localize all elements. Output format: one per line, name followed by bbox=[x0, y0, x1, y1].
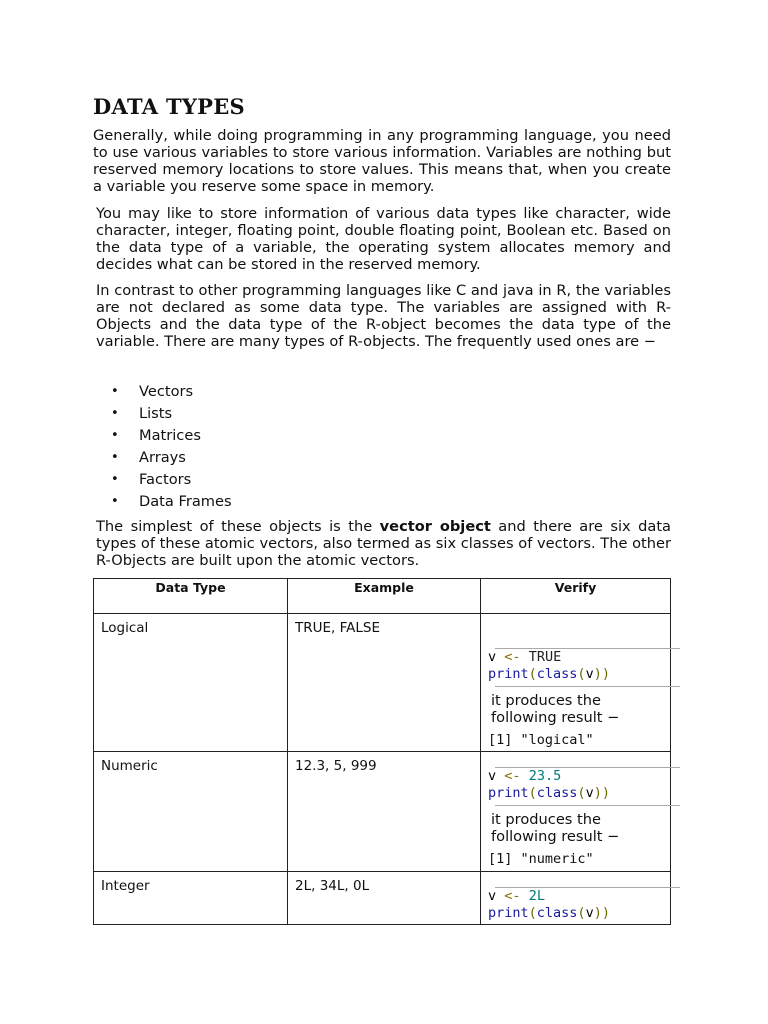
table-row bbox=[94, 614, 671, 752]
list-item: • Factors bbox=[111, 471, 232, 493]
header-example: Example bbox=[288, 579, 481, 614]
table-header-row bbox=[94, 579, 671, 614]
vector-paragraph bbox=[96, 518, 671, 569]
result-label: it produces the following result − bbox=[491, 811, 620, 845]
code-op: <- bbox=[504, 888, 521, 904]
cell-data-type: Numeric bbox=[94, 752, 288, 872]
header-verify: Verify bbox=[481, 579, 671, 614]
code-var: v bbox=[488, 649, 497, 665]
result-label: it produces the following result − bbox=[491, 692, 620, 726]
code-value: 2L bbox=[528, 888, 545, 904]
result-output: [1] "logical" bbox=[488, 732, 594, 748]
code-value: TRUE bbox=[528, 649, 562, 665]
cell-verify bbox=[481, 872, 671, 925]
code-var: v bbox=[488, 768, 497, 784]
code-var: v bbox=[585, 666, 594, 682]
cell-example: 2L, 34L, 0L bbox=[288, 872, 481, 925]
vector-object-term: vector object bbox=[379, 518, 491, 535]
list-item: • Lists bbox=[111, 405, 232, 427]
list-item: • Vectors bbox=[111, 383, 232, 405]
verify-block bbox=[481, 614, 670, 749]
vector-paragraph-end: and there are six data types of these atomic vectors, also termed as six classes of vectors. The other R-Objects are built upon the atomic vectors. bbox=[96, 518, 671, 569]
header-data-type: Data Type bbox=[94, 579, 288, 614]
verify-block bbox=[481, 872, 670, 922]
cell-verify bbox=[481, 614, 671, 752]
code-rule bbox=[495, 686, 680, 687]
code-line-print: print(class(v)) bbox=[488, 905, 610, 921]
page-title: DATA TYPES bbox=[93, 94, 246, 119]
cell-data-type: Logical bbox=[94, 614, 288, 752]
vector-paragraph-start: The simplest of these objects is the bbox=[96, 518, 380, 535]
code-fn: class bbox=[536, 785, 578, 801]
list-item: • Data Frames bbox=[111, 493, 232, 515]
code-line-print: print(class(v)) bbox=[488, 785, 610, 801]
data-types-table bbox=[93, 578, 671, 925]
code-var: v bbox=[585, 785, 594, 801]
r-object-list bbox=[111, 383, 232, 515]
verify-block bbox=[481, 752, 670, 868]
code-fn: print bbox=[488, 785, 529, 801]
code-fn: class bbox=[536, 666, 578, 682]
code-rule bbox=[495, 805, 680, 806]
code-value: 23.5 bbox=[528, 768, 562, 784]
code-op: <- bbox=[504, 768, 521, 784]
list-item: • Matrices bbox=[111, 427, 232, 449]
cell-verify bbox=[481, 752, 671, 872]
code-line-assign bbox=[481, 768, 670, 785]
cell-example: TRUE, FALSE bbox=[288, 614, 481, 752]
intro-paragraph: Generally, while doing programming in any programming language, you need to use various variables to store various information. Variables are nothing but reserved memory locations to store values. This means that, when you create a variable you reserve some space in memory. bbox=[93, 127, 671, 195]
cell-data-type: Integer bbox=[94, 872, 288, 925]
cell-example: 12.3, 5, 999 bbox=[288, 752, 481, 872]
result-output: [1] "numeric" bbox=[488, 851, 594, 867]
data-types-paragraph: You may like to store information of various data types like character, wide character, integer, floating point, double floating point, Boolean etc. Based on the data type of a variable, the operating system allocates memory and decides what can be stored in the reserved memory. bbox=[96, 205, 671, 273]
table-row bbox=[94, 752, 671, 872]
code-fn: print bbox=[488, 905, 529, 921]
code-op: <- bbox=[504, 649, 521, 665]
code-var: v bbox=[488, 888, 497, 904]
code-line-assign bbox=[481, 888, 670, 905]
code-fn: print bbox=[488, 666, 529, 682]
code-var: v bbox=[585, 905, 594, 921]
code-line-print: print(class(v)) bbox=[488, 666, 610, 682]
code-fn: class bbox=[536, 905, 578, 921]
table-row bbox=[94, 872, 671, 925]
list-item: • Arrays bbox=[111, 449, 232, 471]
code-line-assign bbox=[481, 649, 670, 666]
r-objects-paragraph: In contrast to other programming languages like C and java in R, the variables are not declared as some data type. The variables are assigned with R-Objects and the data type of the R-object becomes the data type of the variable. There are many types of R-objects. The frequently used ones are − bbox=[96, 282, 671, 350]
